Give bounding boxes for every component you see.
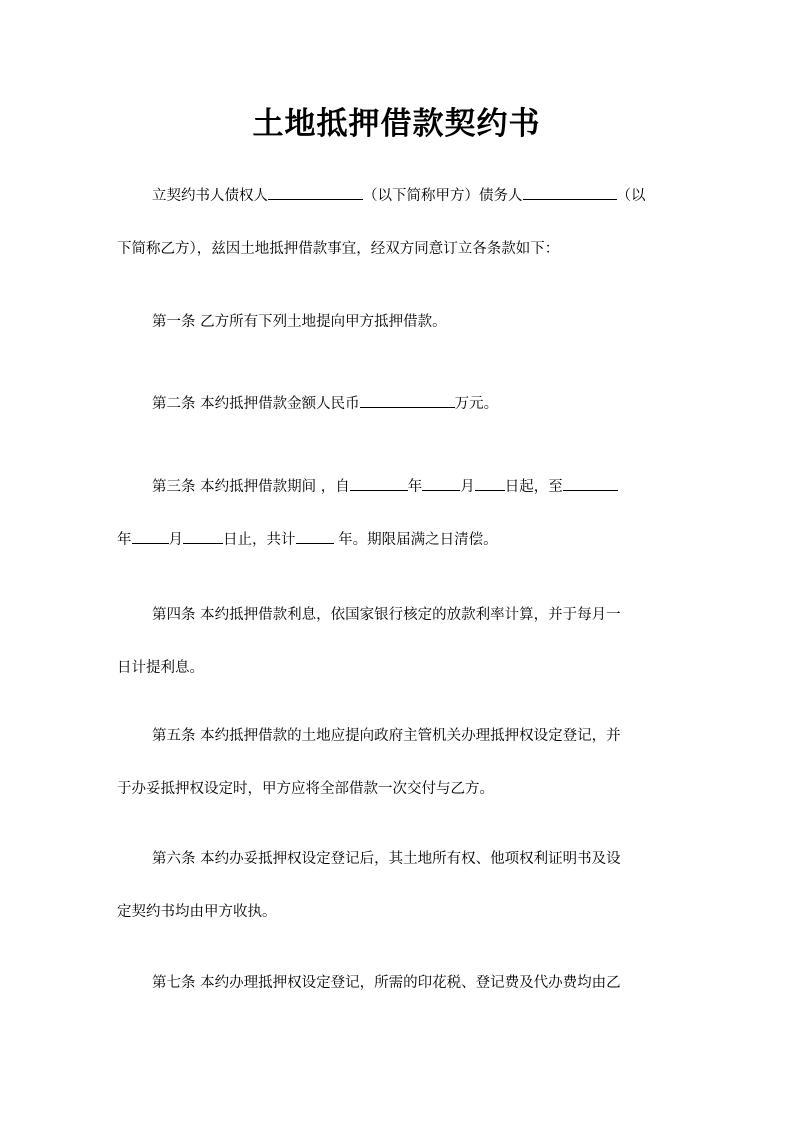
- end-year-blank: [563, 475, 618, 491]
- intro-paragraph: [117, 170, 675, 276]
- intro-text-1: 立契约书人债权人: [152, 188, 268, 204]
- total-years-blank: [296, 528, 334, 544]
- article-4-line-1: 第四条 本约抵押借款利息，依国家银行核定的放款利率计算，并于每月一: [152, 607, 621, 623]
- article-3-text-7: 日止，共计: [223, 532, 296, 548]
- intro-text-4: 下简称乙方），兹因土地抵押借款事宜，经双方同意订立各条款如下：: [117, 241, 560, 257]
- article-2-text-2: 万元。: [454, 396, 499, 412]
- amount-blank: [360, 392, 455, 408]
- article-4: [117, 589, 675, 695]
- debtor-blank: [523, 184, 617, 200]
- article-6: [117, 833, 675, 939]
- article-3-text-8: 年。期限届满之日清偿。: [333, 532, 498, 548]
- end-month-blank: [132, 528, 169, 544]
- end-day-blank: [183, 528, 223, 544]
- document-title: 土地抵押借款契约书: [252, 106, 541, 142]
- article-6-line-1: 第六条 本约办妥抵押权设定登记后，其土地所有权、他项权利证明书及设: [152, 851, 621, 867]
- article-2-text-1: 第二条 本约抵押借款金额人民币: [152, 396, 360, 412]
- article-5-line-1: 第五条 本约抵押借款的土地应提向政府主管机关办理抵押权设定登记，并: [152, 728, 621, 744]
- article-4-line-2: 日计提利息。: [117, 660, 204, 676]
- article-7-line-1: 第七条 本约办理抵押权设定登记，所需的印花税、登记费及代办费均由乙: [152, 975, 621, 991]
- article-3: [117, 461, 675, 567]
- article-5: [117, 710, 675, 816]
- article-3-text-2: 年: [407, 479, 423, 495]
- article-3-text-4: 日起，至: [504, 479, 563, 495]
- article-2: [117, 378, 675, 431]
- article-1: [117, 296, 675, 349]
- article-3-text-1: 第三条 本约抵押借款期间 ，自: [152, 479, 350, 495]
- intro-text-2: （以下简称甲方）债务人: [363, 188, 523, 204]
- article-3-text-5: 年: [117, 532, 132, 548]
- start-year-blank: [350, 475, 408, 491]
- article-6-line-2: 定契约书均由甲方收执。: [117, 904, 277, 920]
- article-3-text-3: 月: [460, 479, 475, 495]
- intro-text-3: （以: [616, 188, 646, 204]
- creditor-blank: [268, 184, 363, 200]
- article-5-line-2: 于办妥抵押权设定时，甲方应将全部借款一次交付与乙方。: [117, 781, 494, 797]
- article-1-text: 第一条 乙方所有下列土地提向甲方抵押借款。: [152, 314, 447, 330]
- start-month-blank: [422, 475, 460, 491]
- start-day-blank: [475, 475, 505, 491]
- article-7: [117, 957, 675, 1010]
- article-3-text-6: 月: [168, 532, 183, 548]
